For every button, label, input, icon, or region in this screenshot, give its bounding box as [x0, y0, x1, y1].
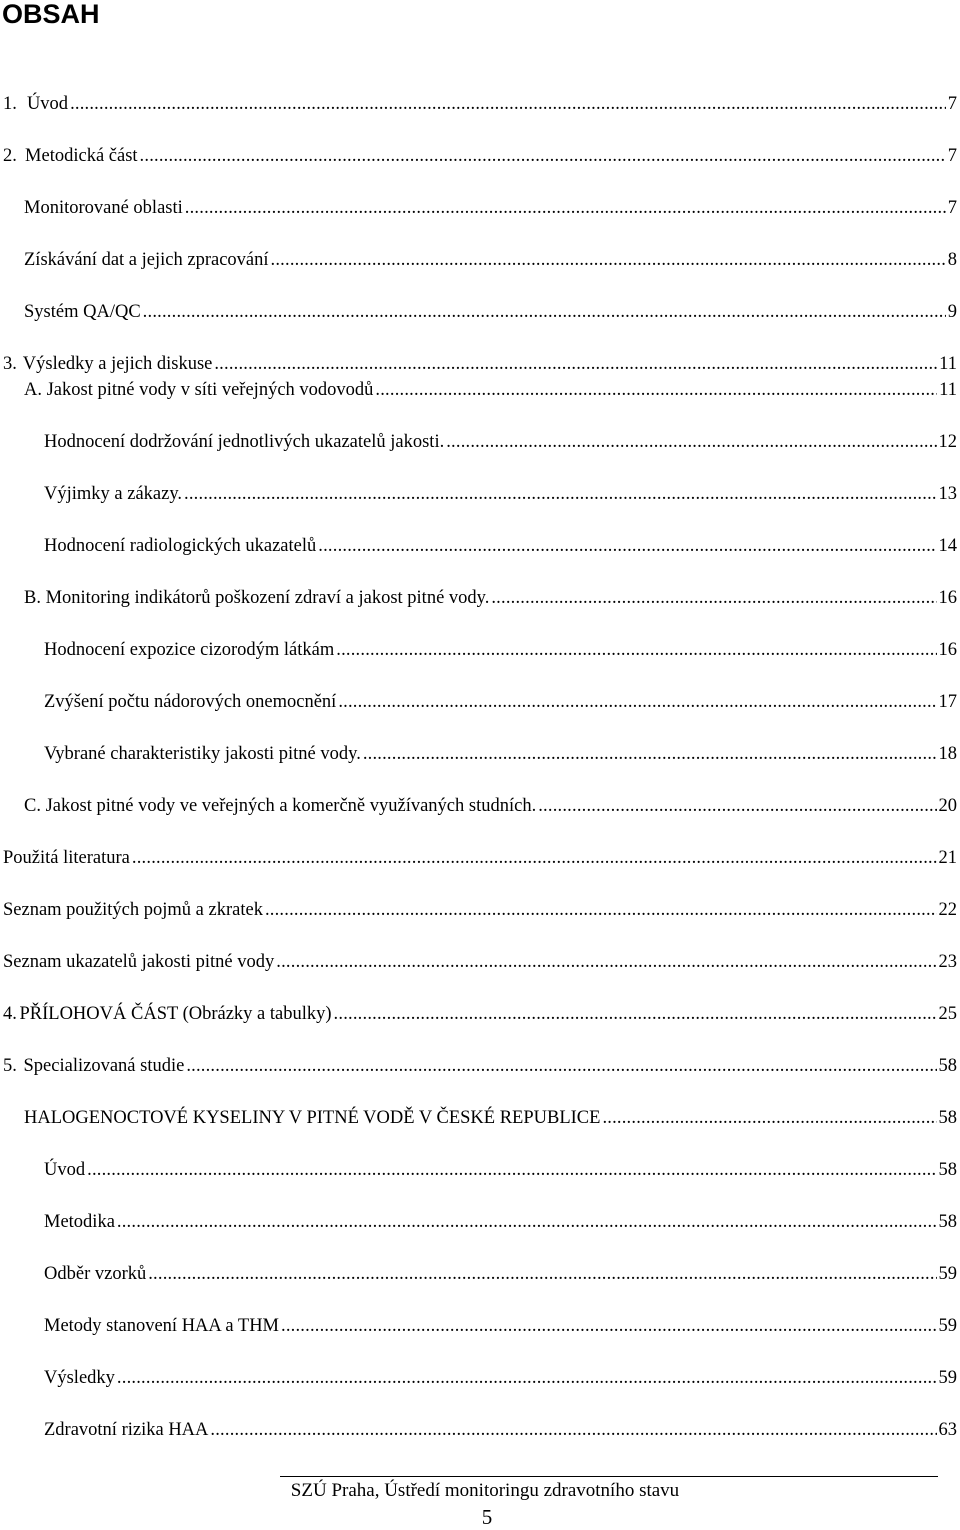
- dot-leader: [184, 481, 936, 507]
- toc-entry-radiologicke-ukazatele[interactable]: [44, 533, 957, 559]
- page-footer: SZÚ Praha, Ústředí monitoringu zdravotního stavu: [290, 1480, 680, 1501]
- toc-entry-text: PŘÍLOHOVÁ ČÁST (Obrázky a tabulky): [19, 1004, 332, 1024]
- footer-divider: [280, 1476, 938, 1477]
- toc-entry-text: Výsledky: [44, 1368, 115, 1388]
- toc-entry-prilohova-cast[interactable]: [3, 1001, 957, 1027]
- dot-leader: [148, 1261, 936, 1287]
- toc-entry-text: Hodnocení dodržování jednotlivých ukazatelů jakosti.: [44, 432, 445, 452]
- dot-leader: [276, 949, 936, 975]
- toc-entry-page: 7: [947, 94, 957, 114]
- toc-entry-text: Úvod: [44, 1160, 86, 1180]
- page-number: 5: [481, 1505, 493, 1529]
- toc-entry-odber-vzorku[interactable]: [44, 1261, 957, 1287]
- toc-entry-vybrane-charakteristiky[interactable]: [44, 741, 957, 767]
- toc-entry-zdravotni-rizika[interactable]: [44, 1417, 957, 1443]
- toc-entry-page: 22: [938, 900, 957, 920]
- toc-entry-text: Specializovaná studie: [23, 1056, 185, 1076]
- toc-entry-seznam-ukazatelu[interactable]: [3, 949, 957, 975]
- toc-entry-text: Zvýšení počtu nádorových onemocnění: [44, 692, 337, 712]
- dot-leader: [117, 1209, 937, 1235]
- toc-entry-hodnoceni-dodrzovani[interactable]: [44, 429, 957, 455]
- toc-entry-page: 8: [947, 250, 957, 270]
- toc-entry-studie-vysledky[interactable]: [44, 1365, 957, 1391]
- toc-entry-text: Metody stanovení HAA a THM: [44, 1316, 279, 1336]
- toc-entry-number: 2.: [3, 146, 17, 166]
- toc-entry-jakost-studni[interactable]: [24, 793, 957, 819]
- toc-entry-studie-uvod[interactable]: [44, 1157, 957, 1183]
- toc-entry-text: Seznam ukazatelů jakosti pitné vody: [3, 952, 275, 972]
- dot-leader: [214, 351, 937, 377]
- toc-entry-nadorova-onemocneni[interactable]: [44, 689, 957, 715]
- dot-leader: [491, 585, 936, 611]
- toc-entry-metodika[interactable]: [44, 1209, 957, 1235]
- toc-entry-page: 16: [938, 640, 957, 660]
- dot-leader: [117, 1365, 937, 1391]
- toc-entry-text: HALOGENOCTOVÉ KYSELINY V PITNÉ VODĚ V ČESKÉ REPUBLICE: [24, 1108, 601, 1128]
- toc-entry-halogenoctove-kyseliny[interactable]: [24, 1105, 957, 1131]
- toc-entry-text: Úvod: [26, 94, 69, 114]
- toc-entry-page: 58: [938, 1212, 957, 1232]
- toc-entry-ziskavani-dat[interactable]: [24, 247, 957, 273]
- dot-leader: [281, 1313, 937, 1339]
- toc-entry-text: B. Monitoring indikátorů poškození zdraví a jakost pitné vody.: [24, 588, 490, 608]
- dot-leader: [334, 1001, 937, 1027]
- toc-entry-pouzita-literatura[interactable]: [3, 845, 957, 871]
- toc-entry-monitoring-indikatoru[interactable]: [24, 585, 957, 611]
- toc-entry-number: 3.: [3, 354, 17, 374]
- dot-leader: [446, 429, 936, 455]
- toc-entry-text: Vybrané charakteristiky jakosti pitné vody.: [44, 744, 361, 764]
- dot-leader: [318, 533, 936, 559]
- toc-entry-text: Seznam použitých pojmů a zkratek: [3, 900, 263, 920]
- toc-entry-page: 17: [938, 692, 957, 712]
- toc-entry-text: Výjimky a zákazy.: [44, 484, 183, 504]
- toc-entry-page: 14: [938, 536, 957, 556]
- dot-leader: [87, 1157, 936, 1183]
- toc-entry-system-qaqc[interactable]: [24, 299, 957, 325]
- toc-entry-seznam-pojmu[interactable]: [3, 897, 957, 923]
- toc-entry-text: Odběr vzorků: [44, 1264, 147, 1284]
- toc-entry-text: Použitá literatura: [3, 848, 130, 868]
- toc-entry-specializovana-studie[interactable]: [3, 1053, 957, 1079]
- dot-leader: [602, 1105, 936, 1131]
- dot-leader: [185, 195, 946, 221]
- toc-entry-monitorovane-oblasti[interactable]: [24, 195, 957, 221]
- dot-leader: [132, 845, 937, 871]
- dot-leader: [186, 1053, 936, 1079]
- dot-leader: [140, 143, 946, 169]
- toc-entry-hodnoceni-expozice[interactable]: [44, 637, 957, 663]
- dot-leader: [265, 897, 937, 923]
- toc-entry-metody-stanoveni[interactable]: [44, 1313, 957, 1339]
- toc-entry-jakost-vodovodu[interactable]: [24, 377, 957, 403]
- dot-leader: [363, 741, 937, 767]
- toc-entry-text: Metodika: [44, 1212, 115, 1232]
- toc-entry-page: 13: [938, 484, 957, 504]
- dot-leader: [210, 1417, 936, 1443]
- toc-entry-page: 11: [939, 380, 957, 400]
- dot-leader: [143, 299, 946, 325]
- dot-leader: [336, 637, 936, 663]
- toc-entry-text: Metodická část: [25, 146, 138, 166]
- toc-entry-page: 9: [947, 302, 957, 322]
- dot-leader: [375, 377, 937, 403]
- toc-entry-number: 4.: [3, 1004, 17, 1024]
- toc-entry-page: 7: [947, 198, 957, 218]
- toc-entry-page: 20: [938, 796, 957, 816]
- toc-entry-number: 5.: [3, 1056, 17, 1076]
- toc-entry-page: 7: [947, 146, 957, 166]
- toc-entry-page: 23: [938, 952, 957, 972]
- toc-entry-page: 58: [938, 1160, 957, 1180]
- toc-entry-page: 59: [938, 1316, 957, 1336]
- dot-leader: [70, 91, 946, 117]
- toc-entry-page: 63: [938, 1420, 957, 1440]
- toc-entry-number: 1.: [3, 94, 17, 114]
- toc-entry-vyjimky-zakazy[interactable]: [44, 481, 957, 507]
- toc-entry-page: 59: [938, 1264, 957, 1284]
- dot-leader: [271, 247, 946, 273]
- toc-entry-text: A. Jakost pitné vody v síti veřejných vodovodů: [24, 380, 374, 400]
- page-title: OBSAH: [2, 0, 100, 29]
- dot-leader: [538, 793, 936, 819]
- toc-entry-text: Hodnocení expozice cizorodým látkám: [44, 640, 335, 660]
- toc-entry-text: C. Jakost pitné vody ve veřejných a komerčně využívaných studních.: [24, 796, 537, 816]
- toc-entry-text: Výsledky a jejich diskuse: [22, 354, 213, 374]
- toc-entry-uvod[interactable]: [3, 91, 957, 117]
- toc-entry-text: Získávání dat a jejich zpracování: [24, 250, 269, 270]
- toc-entry-page: 21: [938, 848, 957, 868]
- toc-entry-page: 12: [938, 432, 957, 452]
- toc-entry-page: 11: [939, 354, 957, 374]
- toc-entry-page: 59: [938, 1368, 957, 1388]
- toc-entry-page: 18: [938, 744, 957, 764]
- toc-entry-page: 25: [938, 1004, 957, 1024]
- toc-entry-text: Systém QA/QC: [24, 302, 141, 322]
- toc-entry-page: 58: [938, 1108, 957, 1128]
- toc-entry-text: Monitorované oblasti: [24, 198, 183, 218]
- toc-entry-text: Hodnocení radiologických ukazatelů: [44, 536, 317, 556]
- toc-entry-page: 16: [938, 588, 957, 608]
- toc-entry-metodicka-cast[interactable]: [3, 143, 957, 169]
- toc-entry-text: Zdravotní rizika HAA: [44, 1420, 209, 1440]
- toc-entry-page: 58: [938, 1056, 957, 1076]
- toc-entry-vysledky-diskuse[interactable]: [3, 351, 957, 377]
- dot-leader: [338, 689, 936, 715]
